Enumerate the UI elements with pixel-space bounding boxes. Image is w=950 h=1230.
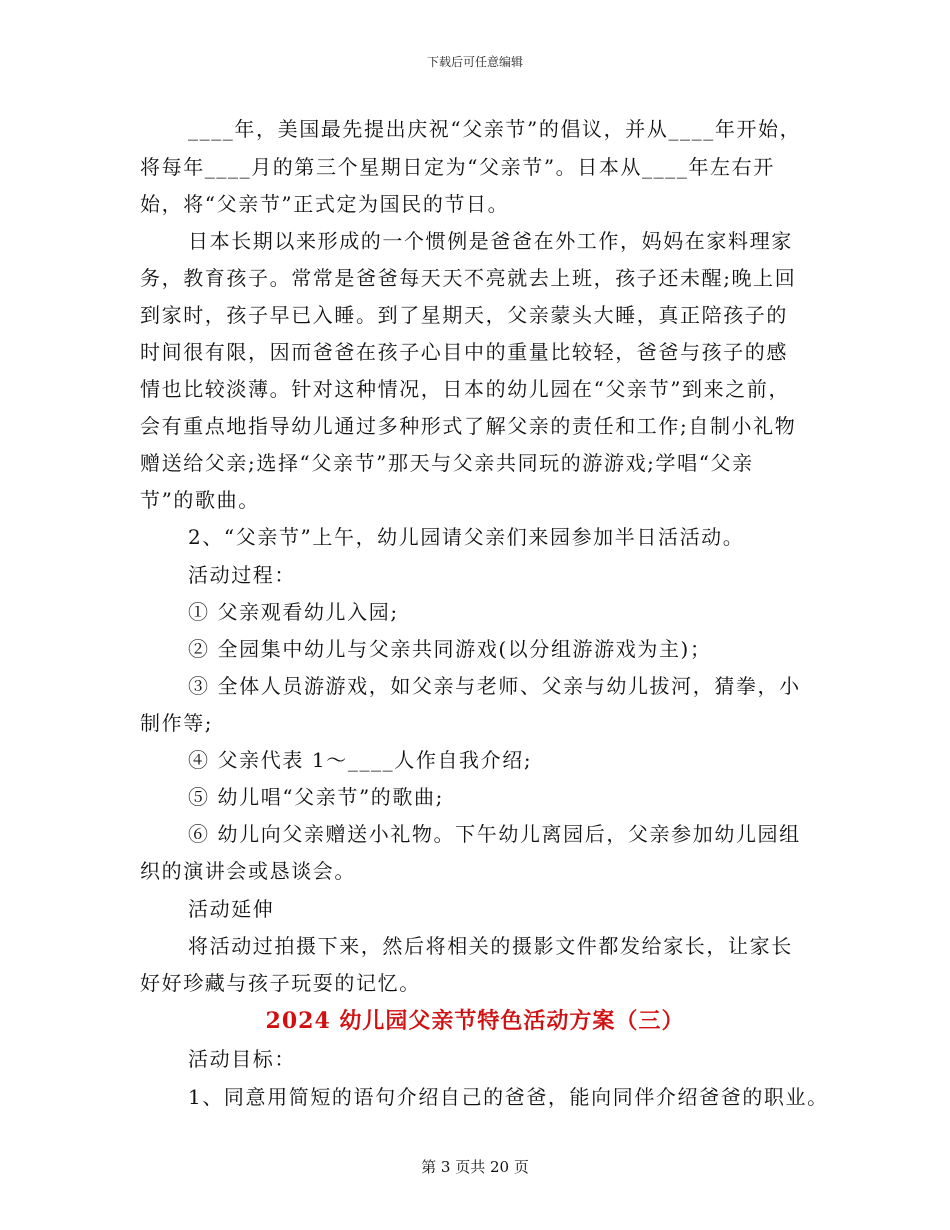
text-line: 始，将“父亲节”正式定为国民的节日。 bbox=[140, 192, 510, 216]
list-item: ④ 父亲代表 1～____人作自我介绍; bbox=[188, 748, 533, 772]
text-line: 时间很有限，因而爸爸在孩子心目中的重量比较轻，爸爸与孩子的感 bbox=[140, 340, 788, 364]
text-line: 好好珍藏与孩子玩耍的记忆。 bbox=[140, 971, 421, 995]
text-line: ____年，美国最先提出庆祝“父亲节”的倡议，并从____年开始， bbox=[188, 117, 802, 141]
text-line: 务，教育孩子。常常是爸爸每天天不亮就去上班，孩子还未醒;晚上回 bbox=[140, 266, 797, 290]
text-line: 将活动过拍摄下来，然后将相关的摄影文件都发给家长，让家长 bbox=[188, 934, 793, 958]
text-line: 织的演讲会或恳谈会。 bbox=[140, 859, 356, 883]
list-item: ⑤ 幼儿唱“父亲节”的歌曲; bbox=[188, 785, 444, 809]
text-line: 情也比较淡薄。针对这种情况，日本的幼儿园在“父亲节”到来之前， bbox=[140, 377, 791, 401]
text-line: 1、同意用简短的语句介绍自己的爸爸，能向同伴介绍爸爸的职业。 bbox=[188, 1085, 829, 1109]
list-item: ⑥ 幼儿向父亲赠送小礼物。下午幼儿离园后，父亲参加幼儿园组 bbox=[188, 822, 801, 846]
list-item: ① 父亲观看幼儿入园; bbox=[188, 600, 399, 624]
text-line: 制作等; bbox=[140, 711, 214, 735]
list-item: ③ 全体人员游游戏，如父亲与老师、父亲与幼儿拔河，猜拳，小 bbox=[188, 674, 801, 698]
text-line: 会有重点地指导幼儿通过多种形式了解父亲的责任和工作;自制小礼物 bbox=[140, 414, 797, 438]
section-label: 活动延伸 bbox=[188, 897, 275, 921]
page-header: 下载后可任意编辑 bbox=[426, 55, 523, 69]
text-line: 2、“父亲节”上午，幼儿园请父亲们来园参加半日活活动。 bbox=[188, 525, 745, 549]
section-title: 2024 幼儿园父亲节特色活动方案（三） bbox=[265, 1008, 685, 1034]
text-line: 赠送给父亲;选择“父亲节”那天与父亲共同玩的游游戏;学唱“父亲 bbox=[140, 451, 754, 475]
text-line: 节”的歌曲。 bbox=[140, 488, 260, 512]
text-line: 到家时，孩子早已入睡。到了星期天，父亲蒙头大睡，真正陪孩子的 bbox=[140, 303, 788, 327]
text-line: 将每年____月的第三个星期日定为“父亲节”。日本从____年左右开 bbox=[140, 155, 775, 179]
page-footer: 第 3 页共 20 页 bbox=[421, 1158, 529, 1176]
text-line: 活动过程： bbox=[188, 563, 296, 587]
list-item: ② 全园集中幼儿与父亲共同游戏(以分组游游戏为主)； bbox=[188, 637, 712, 661]
section-label: 活动目标： bbox=[188, 1047, 296, 1071]
text-line: 日本长期以来形成的一个惯例是爸爸在外工作，妈妈在家料理家 bbox=[188, 229, 793, 253]
